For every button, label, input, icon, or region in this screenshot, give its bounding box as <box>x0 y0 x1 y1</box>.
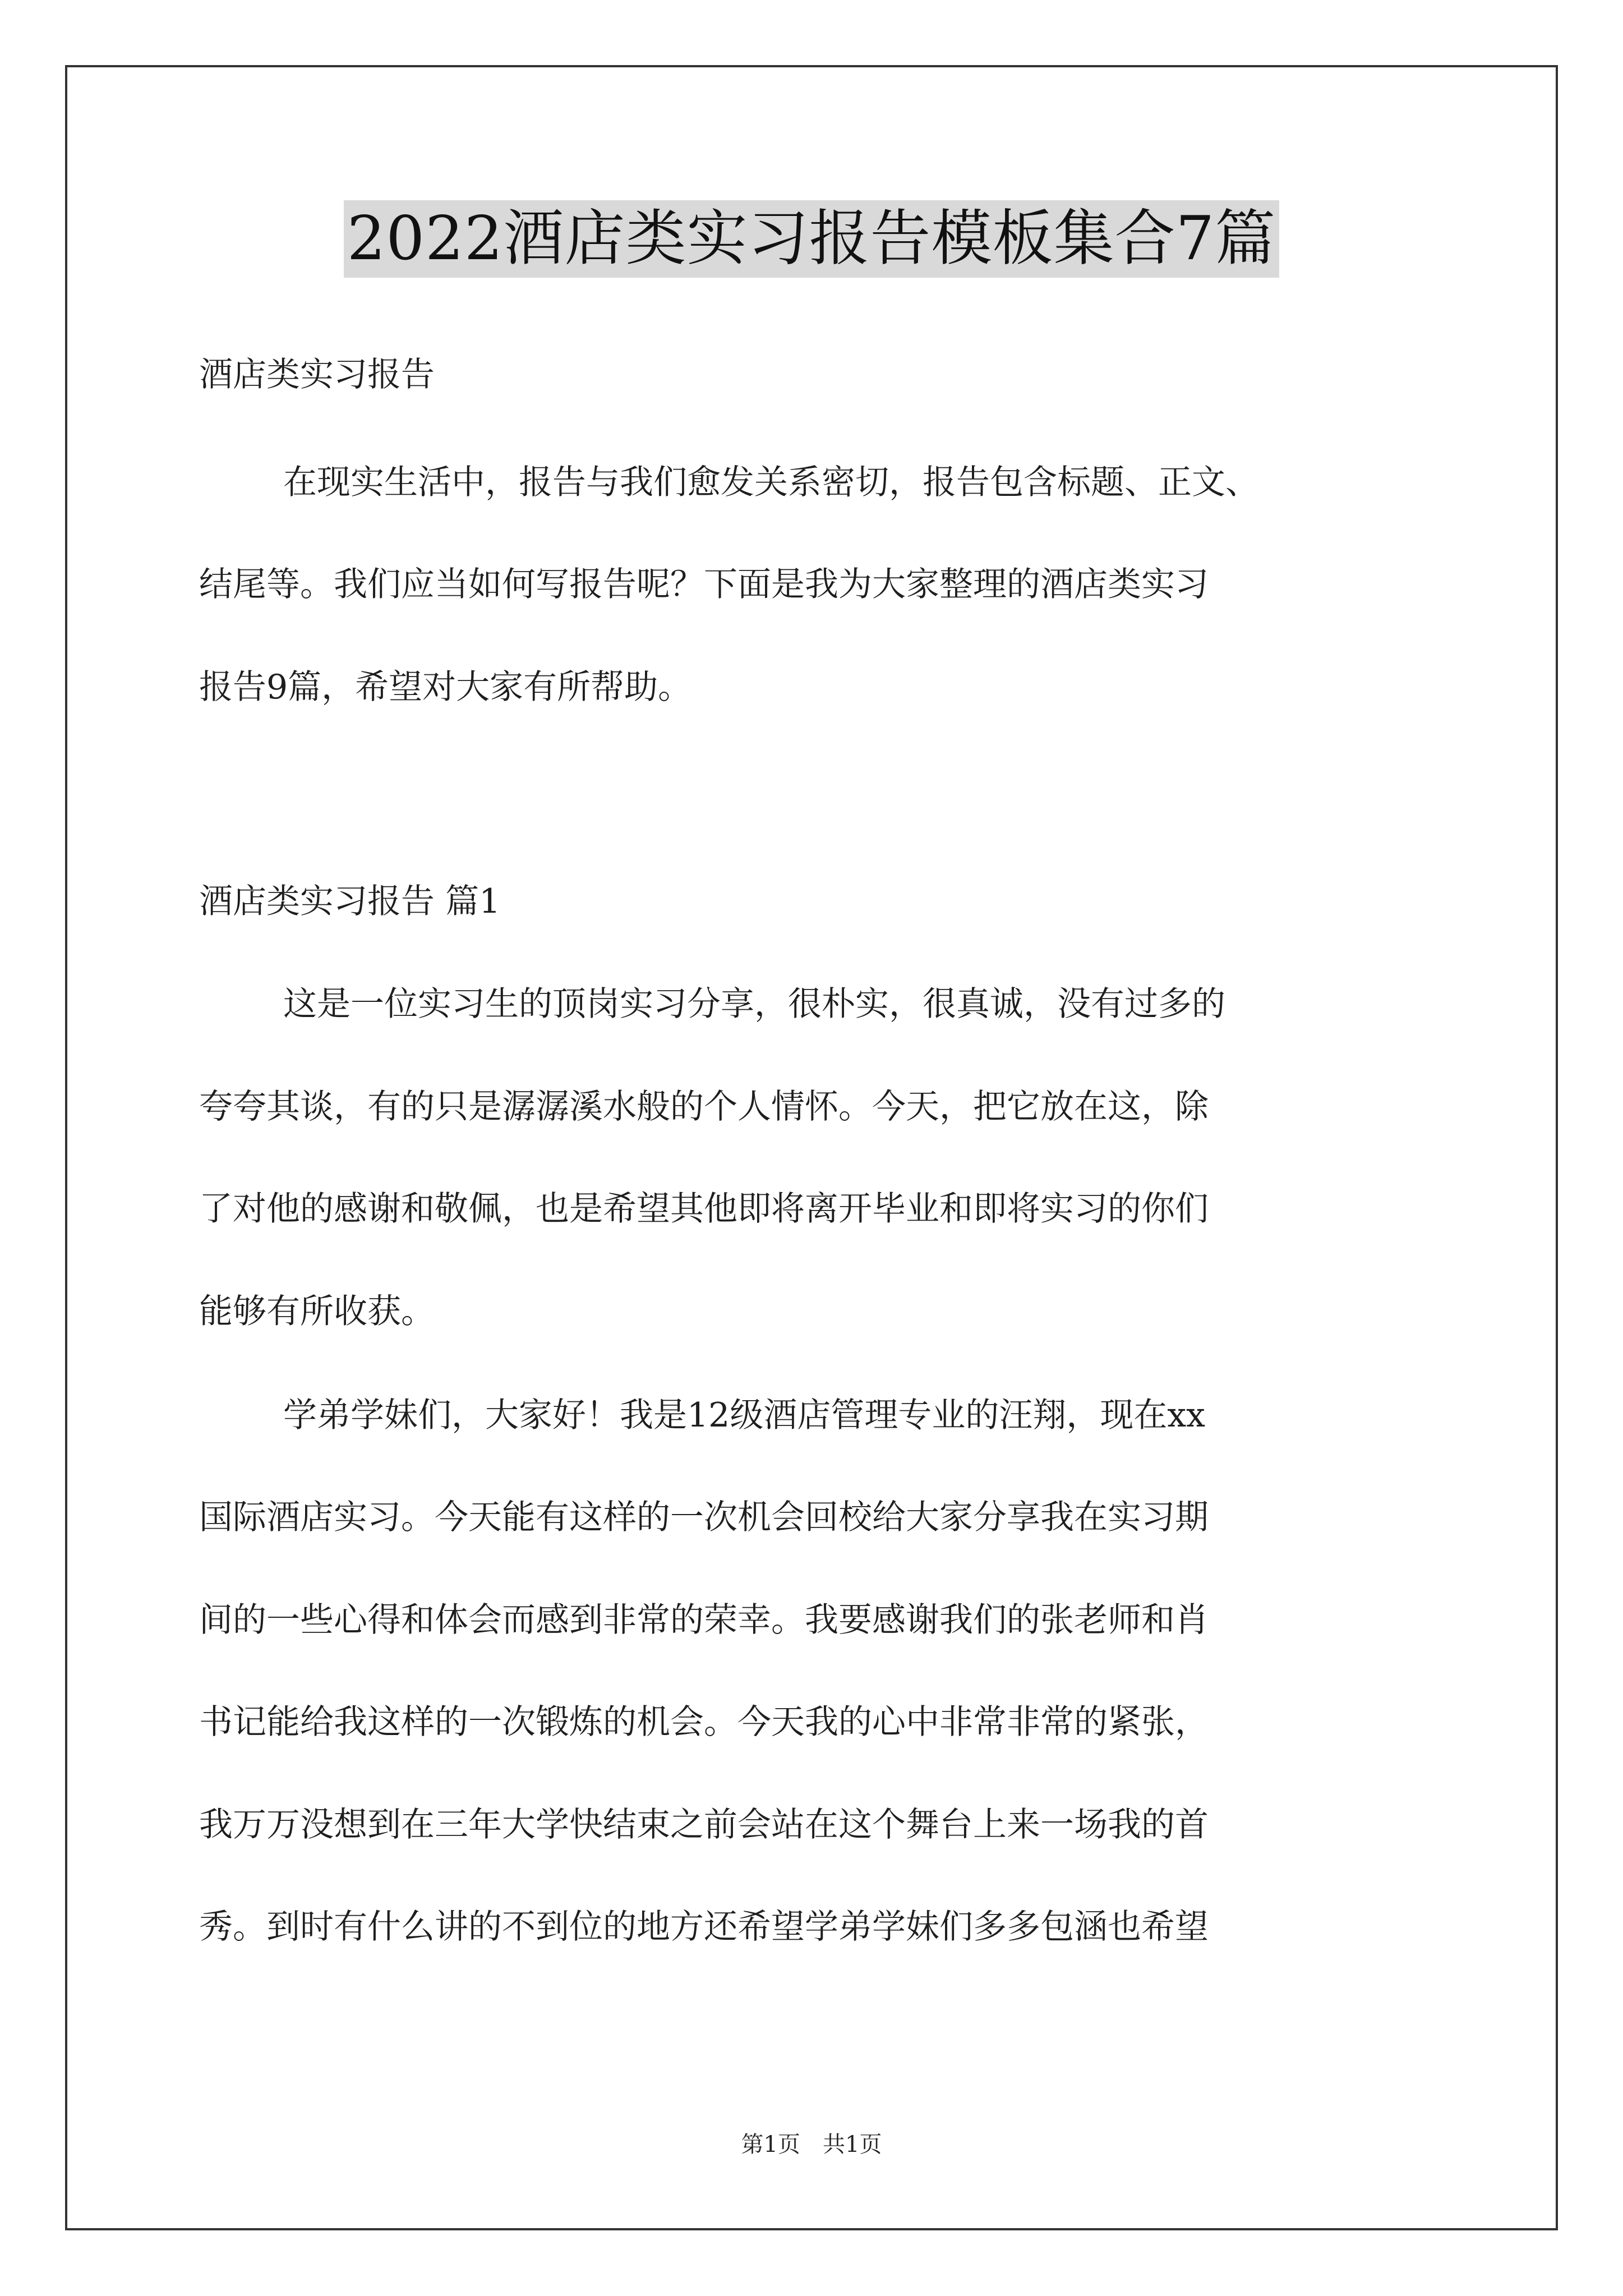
title-container <box>0 200 1623 278</box>
paragraph-line: 秀。到时有什么讲的不到位的地方还希望学弟学妹们多多包涵也希望 <box>199 1907 1209 1947</box>
paragraph-line: 国际酒店实习。今天能有这样的一次机会回校给大家分享我在实习期 <box>199 1498 1209 1537</box>
paragraph-line: 了对他的感谢和敬佩，也是希望其他即将离开毕业和即将实习的你们 <box>199 1189 1209 1228</box>
paragraph-line: 间的一些心得和体会而感到非常的荣幸。我要感谢我们的张老师和肖 <box>199 1600 1209 1640</box>
paragraph-line: 书记能给我这样的一次锻炼的机会。今天我的心中非常非常的紧张， <box>199 1703 1209 1742</box>
document-title: 2022酒店类实习报告模板集合7篇 <box>344 200 1280 278</box>
section-heading-part-1: 酒店类实习报告 篇1 <box>199 882 501 921</box>
paragraph-line: 报告9篇，希望对大家有所帮助。 <box>199 668 692 707</box>
paragraph-line: 我万万没想到在三年大学快结束之前会站在这个舞台上来一场我的首 <box>199 1805 1209 1844</box>
paragraph-line: 学弟学妹们，大家好！我是12级酒店管理专业的汪翔，现在xx <box>283 1396 1206 1435</box>
section-heading-intro: 酒店类实习报告 <box>199 355 435 394</box>
paragraph-line: 夸夸其谈，有的只是潺潺溪水般的个人情怀。今天，把它放在这，除 <box>199 1087 1209 1126</box>
paragraph-line: 能够有所收获。 <box>199 1292 435 1331</box>
paragraph-line: 在现实生活中，报告与我们愈发关系密切，报告包含标题、正文、 <box>283 463 1259 502</box>
paragraph-line: 结尾等。我们应当如何写报告呢？下面是我为大家整理的酒店类实习 <box>199 565 1209 604</box>
page-number-footer: 第1页 共1页 <box>741 2132 882 2157</box>
paragraph-line: 这是一位实习生的顶岗实习分享，很朴实，很真诚，没有过多的 <box>283 984 1225 1024</box>
